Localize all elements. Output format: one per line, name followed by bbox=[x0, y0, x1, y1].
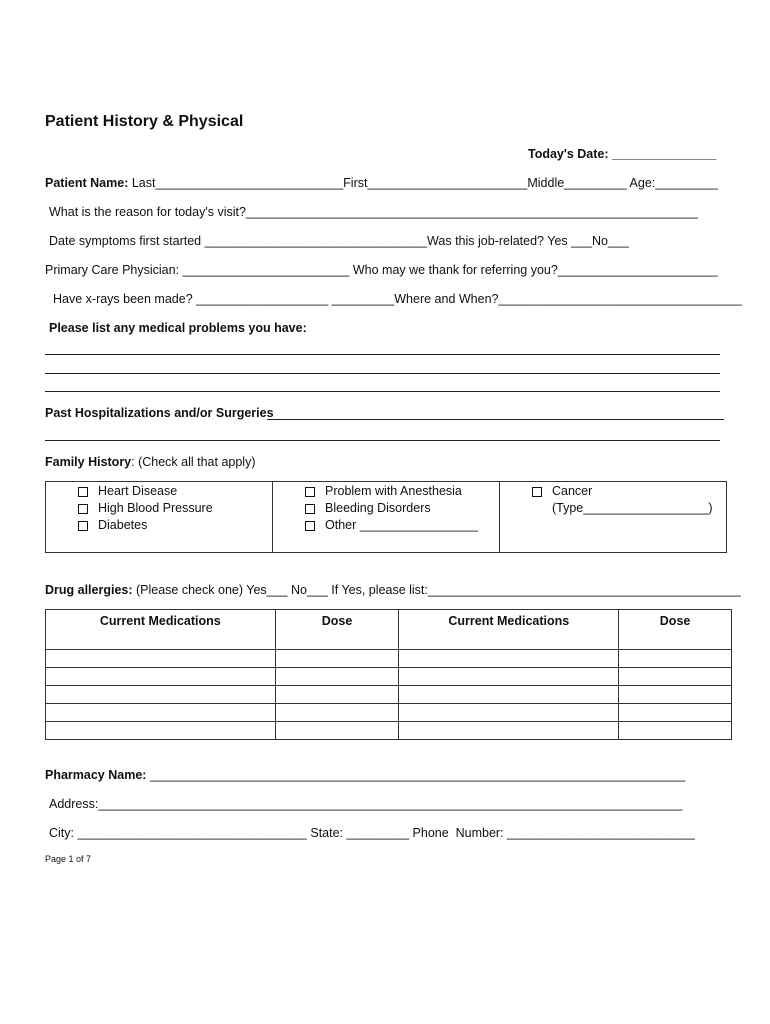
checkbox-heart-disease[interactable] bbox=[78, 487, 88, 497]
family-history-label: Family History bbox=[45, 455, 132, 469]
table-cell[interactable] bbox=[275, 650, 399, 668]
table-cell[interactable] bbox=[399, 704, 619, 722]
checkbox-high-blood-pressure[interactable] bbox=[78, 504, 88, 514]
medications-header-row bbox=[46, 610, 732, 650]
patient-name-label: Patient Name: bbox=[45, 176, 129, 190]
medical-problems-line-2[interactable] bbox=[45, 373, 720, 374]
table-cell[interactable] bbox=[46, 686, 276, 704]
cancer-label: Cancer bbox=[552, 484, 593, 498]
table-cell[interactable] bbox=[46, 704, 276, 722]
family-history-col-3 bbox=[500, 482, 726, 552]
other-label[interactable]: Other _________________ bbox=[325, 518, 478, 532]
column-header-dose: Dose bbox=[619, 610, 732, 650]
table-cell[interactable] bbox=[619, 686, 732, 704]
bleeding-disorders-label: Bleeding Disorders bbox=[325, 501, 431, 515]
checkbox-bleeding-disorders[interactable] bbox=[305, 504, 315, 514]
medications-table bbox=[45, 609, 732, 740]
table-row bbox=[46, 650, 732, 668]
medical-problems-line-1[interactable] bbox=[45, 354, 720, 355]
table-row bbox=[46, 686, 732, 704]
table-cell[interactable] bbox=[619, 722, 732, 740]
hospitalizations-line-2[interactable] bbox=[45, 440, 720, 441]
reason-visit-field[interactable]: What is the reason for today's visit?_________________________________________________________________ bbox=[49, 205, 698, 219]
drug-allergies-field[interactable]: (Please check one) Yes___ No___ If Yes, please list:_____________________________________________ bbox=[132, 583, 741, 597]
checkbox-other[interactable] bbox=[305, 521, 315, 531]
table-cell[interactable] bbox=[399, 650, 619, 668]
table-row bbox=[46, 722, 732, 740]
table-cell[interactable] bbox=[399, 668, 619, 686]
table-cell[interactable] bbox=[46, 650, 276, 668]
table-cell[interactable] bbox=[619, 650, 732, 668]
table-cell[interactable] bbox=[275, 668, 399, 686]
table-cell[interactable] bbox=[46, 722, 276, 740]
pharmacy-row bbox=[45, 767, 685, 783]
table-cell[interactable] bbox=[46, 668, 276, 686]
family-history-box bbox=[45, 481, 727, 553]
hospitalizations-line-1[interactable] bbox=[267, 419, 724, 420]
patient-name-fields[interactable]: Last___________________________First_______________________Middle_________ Age:_________ bbox=[128, 176, 718, 190]
table-row bbox=[46, 704, 732, 722]
heart-disease-label: Heart Disease bbox=[98, 484, 178, 498]
table-cell[interactable] bbox=[275, 686, 399, 704]
page-number: Page 1 of 7 bbox=[45, 854, 92, 864]
table-cell[interactable] bbox=[399, 686, 619, 704]
medical-problems-label: Please list any medical problems you have: bbox=[49, 321, 307, 335]
column-header-medications: Current Medications bbox=[46, 610, 276, 650]
diabetes-label: Diabetes bbox=[98, 518, 148, 532]
table-cell[interactable] bbox=[275, 704, 399, 722]
drug-allergies-label: Drug allergies: bbox=[45, 583, 133, 597]
drug-allergies-row bbox=[45, 582, 741, 598]
checkbox-diabetes[interactable] bbox=[78, 521, 88, 531]
cancer-type-field[interactable]: (Type__________________) bbox=[552, 501, 713, 515]
anesthesia-label: Problem with Anesthesia bbox=[325, 484, 462, 498]
family-history-heading bbox=[45, 454, 256, 470]
page-title: Patient History & Physical bbox=[45, 113, 244, 130]
high-blood-pressure-label: High Blood Pressure bbox=[98, 501, 213, 515]
city-state-phone-field[interactable]: City: _________________________________ State: _________ Phone Number: ___________________________ bbox=[49, 826, 695, 840]
physician-field[interactable]: Primary Care Physician: ________________________ Who may we thank for referring you?_______________________ bbox=[45, 263, 718, 277]
pharmacy-name-field[interactable]: _____________________________________________________________________________ bbox=[146, 768, 686, 782]
checkbox-anesthesia[interactable] bbox=[305, 487, 315, 497]
todays-date-field[interactable]: Today's Date: _______________ bbox=[528, 147, 717, 161]
table-cell[interactable] bbox=[399, 722, 619, 740]
family-history-note: : (Check all that apply) bbox=[131, 455, 256, 469]
xrays-field[interactable]: Have x-rays been made? ___________________ _________Where and When?___________________________________ bbox=[53, 292, 742, 306]
table-cell[interactable] bbox=[275, 722, 399, 740]
table-cell[interactable] bbox=[619, 704, 732, 722]
symptoms-field[interactable]: Date symptoms first started ________________________________Was this job-related? Yes ___No___ bbox=[49, 234, 629, 248]
family-history-col-1 bbox=[46, 482, 273, 552]
column-header-medications: Current Medications bbox=[399, 610, 619, 650]
patient-name-row bbox=[45, 175, 718, 191]
column-header-dose: Dose bbox=[275, 610, 399, 650]
hospitalizations-label: Past Hospitalizations and/or Surgeries bbox=[45, 406, 274, 420]
address-field[interactable]: Address:____________________________________________________________________________________ bbox=[49, 797, 683, 811]
pharmacy-label: Pharmacy Name: bbox=[45, 768, 147, 782]
family-history-col-2 bbox=[273, 482, 500, 552]
checkbox-cancer[interactable] bbox=[532, 487, 542, 497]
table-cell[interactable] bbox=[619, 668, 732, 686]
medical-problems-line-3[interactable] bbox=[45, 391, 720, 392]
table-row bbox=[46, 668, 732, 686]
